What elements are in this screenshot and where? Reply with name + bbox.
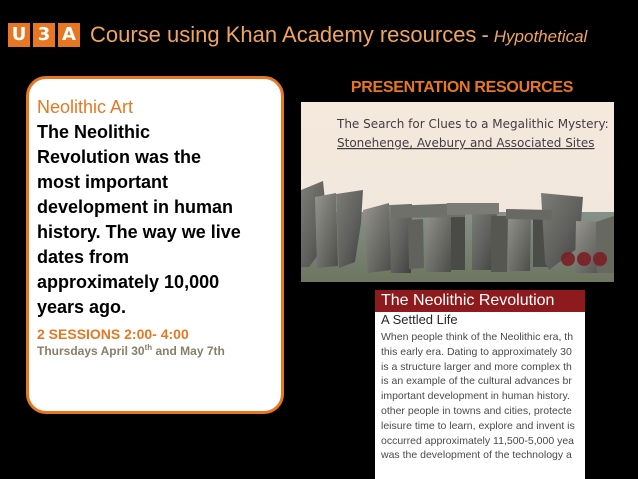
stonehenge-title: The Search for Clues to a Megalithic Mystery: bbox=[337, 117, 609, 131]
stonehenge-watermark bbox=[561, 252, 607, 266]
neolithic-text-line: this early era. Dating to approximately 30 bbox=[381, 345, 572, 358]
neolithic-text-line: important development in human history. bbox=[381, 390, 570, 403]
course-info-box bbox=[26, 76, 284, 414]
neolithic-text-line: When people think of the Neolithic era, th bbox=[381, 331, 574, 343]
neolithic-revolution-thumbnail[interactable] bbox=[375, 290, 585, 479]
u3a-logo bbox=[8, 23, 80, 47]
slide-title-main: Course using Khan Academy resources bbox=[90, 22, 477, 47]
session-dates-superscript: th bbox=[144, 343, 153, 352]
session-dates-prefix: Thursdays April 30 bbox=[37, 344, 145, 358]
stonehenge-thumbnail[interactable] bbox=[301, 102, 614, 282]
course-description-line: history. The way we live bbox=[37, 222, 241, 242]
course-description-line: years ago. bbox=[37, 297, 127, 317]
neolithic-text bbox=[375, 328, 585, 463]
neolithic-text-line: is a structure larger and more complex th bbox=[381, 360, 572, 373]
logo-letter: 3 bbox=[33, 23, 55, 47]
stonehenge-subtitle: Stonehenge, Avebury and Associated Sites bbox=[337, 136, 595, 150]
neolithic-text-line: was the development of the technology a bbox=[381, 449, 572, 462]
slide-title bbox=[90, 18, 630, 52]
neolithic-text-line: leisure time to learn, explore and invent is bbox=[381, 419, 575, 432]
course-description-line: dates from bbox=[37, 247, 130, 267]
course-description-line: The Neolithic bbox=[37, 122, 151, 142]
session-dates-suffix: and May 7th bbox=[152, 344, 225, 358]
course-description-line: Revolution was the bbox=[37, 147, 202, 167]
course-description bbox=[37, 120, 273, 320]
neolithic-text-line: other people in towns and cities, protecte bbox=[381, 404, 572, 417]
course-description-line: development in human bbox=[37, 197, 234, 217]
course-description-line: most important bbox=[37, 172, 169, 192]
neolithic-text-line: occurred approximately 11,500-5,000 yea bbox=[381, 434, 575, 447]
logo-letter: U bbox=[8, 23, 30, 47]
slide-title-italic: Hypothetical bbox=[493, 27, 588, 46]
neolithic-header: The Neolithic Revolution bbox=[375, 290, 585, 312]
course-description-line: approximately 10,000 bbox=[37, 272, 220, 292]
stonehenge-image bbox=[301, 102, 614, 282]
slide-title-separator: - bbox=[481, 22, 489, 47]
neolithic-text-line: is an example of the cultural advances br bbox=[381, 375, 572, 388]
session-dates bbox=[37, 343, 273, 359]
neolithic-subheader: A Settled Life bbox=[375, 312, 585, 328]
course-heading: Neolithic Art bbox=[37, 97, 134, 117]
presentation-resources-label: PRESENTATION RESOURCES bbox=[350, 79, 574, 96]
logo-letter: A bbox=[58, 23, 80, 47]
sessions-time: 2 SESSIONS 2:00- 4:00 bbox=[37, 326, 189, 342]
